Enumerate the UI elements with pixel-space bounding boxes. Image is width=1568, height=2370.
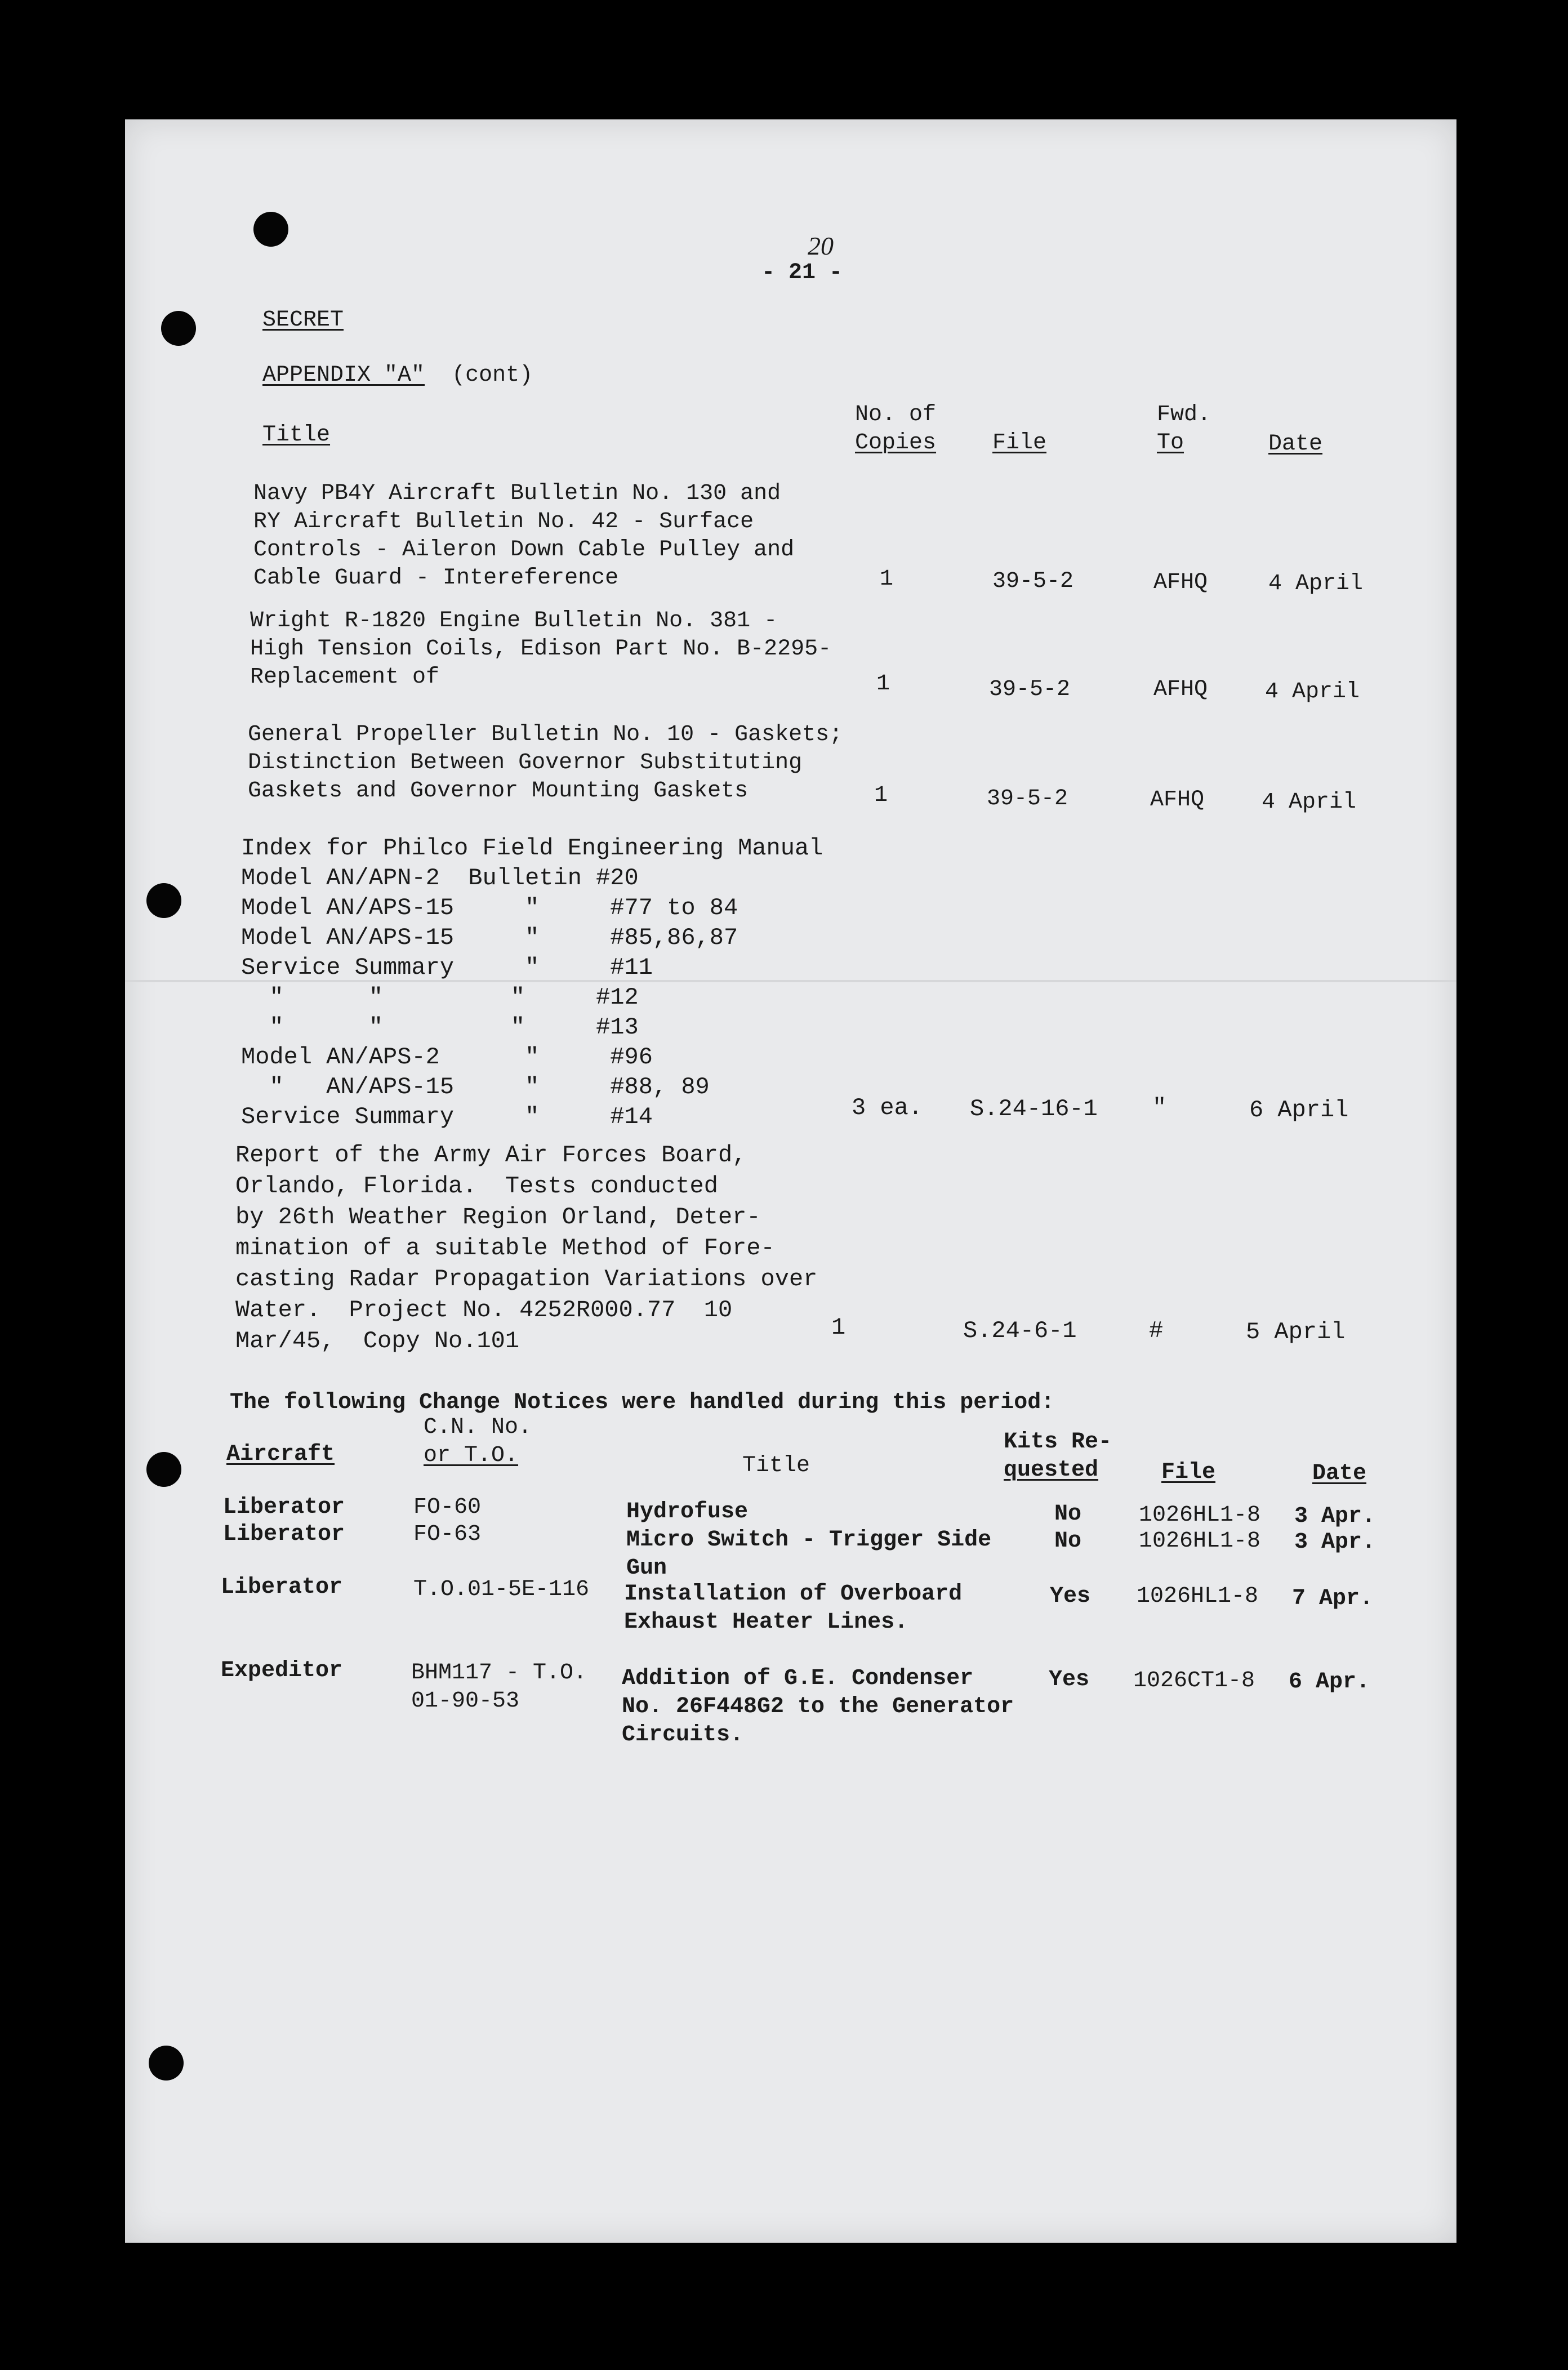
cn-date: 3 Apr.	[1294, 1504, 1376, 1529]
bulletin-copies: 1	[831, 1314, 846, 1341]
cn-file: 1026HL1-8	[1139, 1503, 1261, 1528]
cn-header-date: Date	[1312, 1461, 1367, 1486]
bulletin-file: S.24-16-1	[970, 1095, 1098, 1122]
col-header-file: File	[992, 430, 1047, 456]
cn-header-file: File	[1161, 1460, 1216, 1485]
bulletin-title: Report of the Army Air Forces Board, Orlando, Florida. Tests conducted by 26th Weather Region Orland, Deter- mination of a suitable Method of Fore- casting Radar Propagation Variations over Water. Project No. 4252R000.77 10 Mar/45, Copy No.101	[235, 1142, 818, 1355]
cn-aircraft: Liberator	[223, 1495, 345, 1520]
cn-file: 1026CT1-8	[1133, 1668, 1255, 1694]
classification-marking: SECRET	[262, 308, 344, 333]
cn-number: BHM117 - T.O. 01-90-53	[411, 1660, 587, 1714]
cn-kits: Yes	[1050, 1584, 1091, 1609]
cn-header-cn: C.N. No. or T.O.	[424, 1415, 532, 1468]
appendix-title: APPENDIX "A"	[262, 363, 425, 388]
bulletin-fwd: #	[1149, 1317, 1164, 1344]
bulletin-date: 5 April	[1246, 1318, 1346, 1346]
bulletin-date: 4 April	[1262, 790, 1357, 815]
bulletin-fwd: AFHQ	[1153, 570, 1208, 595]
cn-header-kits: Kits Re- quested	[1004, 1429, 1112, 1483]
bulletin-copies: 3 ea.	[852, 1094, 923, 1121]
bulletin-fwd: "	[1152, 1094, 1167, 1121]
bulletin-title: Index for Philco Field Engineering Manual Model AN/APN-2 Bulletin #20 Model AN/APS-15 " #77 to 84 Model AN/APS-15 " #85,86,87 Service Summary " #11 " " " #12 " " " #13 Model AN/APS-2 " #96 " AN/APS-15 " #88, 89 Service Summary " #14	[241, 835, 823, 1130]
cn-header-aircraft: Aircraft	[226, 1442, 335, 1467]
col-header-fwd: Fwd. To	[1157, 402, 1211, 456]
cn-date: 7 Apr.	[1292, 1586, 1374, 1611]
cn-kits: Yes	[1049, 1667, 1090, 1692]
bulletin-date: 6 April	[1249, 1097, 1349, 1124]
appendix-cont: (cont)	[452, 363, 533, 388]
bulletin-fwd: AFHQ	[1150, 787, 1205, 813]
bulletin-fwd: AFHQ	[1153, 677, 1208, 702]
cn-date: 3 Apr.	[1294, 1530, 1376, 1555]
punch-hole	[146, 1452, 181, 1487]
cn-file: 1026HL1-8	[1137, 1584, 1259, 1609]
cn-number: FO-63	[413, 1522, 482, 1547]
punch-hole	[161, 311, 196, 346]
bulletin-copies: 1	[876, 671, 890, 697]
cn-date: 6 Apr.	[1289, 1669, 1370, 1695]
document-page	[125, 119, 1456, 2243]
cn-aircraft: Liberator	[221, 1575, 343, 1600]
cn-title: Hydrofuse	[626, 1499, 749, 1525]
bulletin-file: S.24-6-1	[963, 1317, 1077, 1344]
bulletin-title: General Propeller Bulletin No. 10 - Gaskets; Distinction Between Governor Substituting Gaskets and Governor Mounting Gaskets	[248, 722, 843, 804]
cn-file: 1026HL1-8	[1139, 1529, 1261, 1554]
typed-page-number: - 21 -	[761, 260, 843, 286]
cn-number: FO-60	[413, 1495, 482, 1520]
cn-aircraft: Liberator	[223, 1522, 345, 1547]
cn-kits: No	[1054, 1502, 1082, 1527]
punch-hole	[146, 883, 181, 918]
appendix-heading	[262, 362, 533, 390]
bulletin-copies: 1	[874, 783, 888, 808]
cn-header-title: Title	[742, 1453, 810, 1478]
bulletin-copies: 1	[880, 567, 894, 592]
change-notices-intro: The following Change Notices were handled during this period:	[230, 1390, 1055, 1415]
bulletin-file: 39-5-2	[989, 677, 1071, 702]
cn-number: T.O.01-5E-116	[413, 1577, 590, 1602]
bulletin-date: 4 April	[1268, 571, 1364, 596]
bulletin-title: Wright R-1820 Engine Bulletin No. 381 - High Tension Coils, Edison Part No. B-2295- Replacement of	[250, 608, 832, 690]
handwritten-page-number: 20	[808, 231, 834, 260]
cn-title: Micro Switch - Trigger Side Gun	[626, 1527, 992, 1581]
cn-kits: No	[1054, 1529, 1082, 1554]
bulletin-date: 4 April	[1265, 679, 1360, 705]
cn-aircraft: Expeditor	[221, 1658, 343, 1683]
cn-title: Installation of Overboard Exhaust Heater Lines.	[624, 1582, 963, 1635]
bulletin-file: 39-5-2	[992, 569, 1074, 594]
cn-title: Addition of G.E. Condenser No. 26F448G2 to the Generator Circuits.	[622, 1666, 1014, 1748]
bulletin-file: 39-5-2	[987, 786, 1068, 812]
punch-hole	[149, 2046, 184, 2081]
col-header-title: Title	[262, 422, 331, 448]
punch-hole	[253, 212, 288, 247]
col-header-copies: No. of Copies	[855, 402, 937, 456]
col-header-date: Date	[1268, 431, 1323, 457]
bulletin-title: Navy PB4Y Aircraft Bulletin No. 130 and RY Aircraft Bulletin No. 42 - Surface Controls - Aileron Down Cable Pulley and Cable Guard - Intereference	[253, 481, 795, 591]
